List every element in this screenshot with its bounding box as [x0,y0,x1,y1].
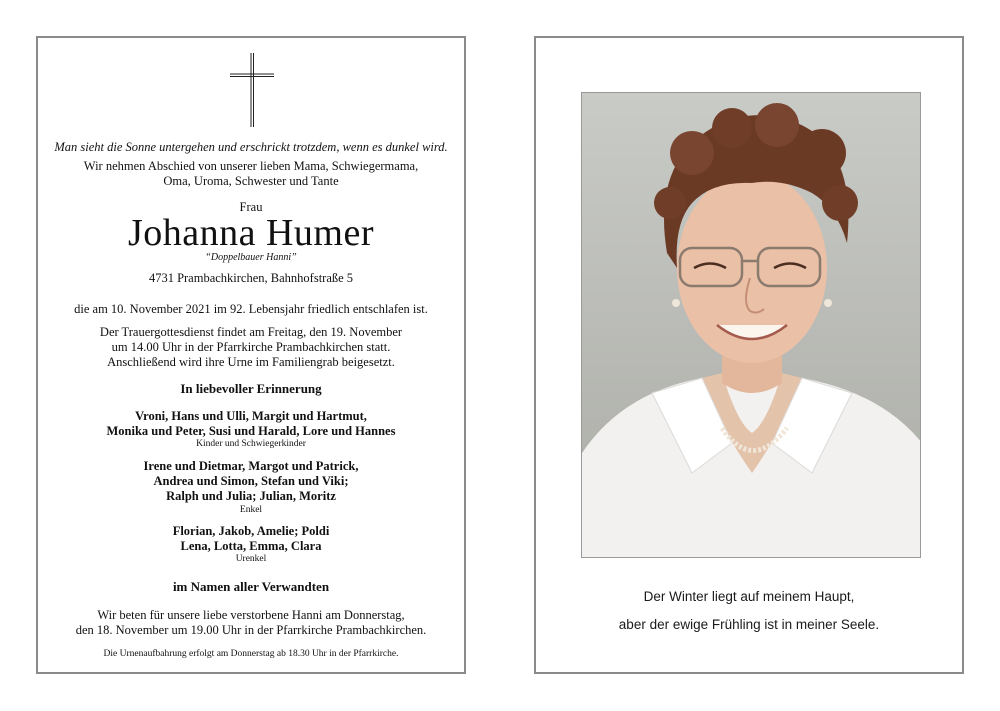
nickname: “Doppelbauer Hanni” [205,252,297,263]
address: 4731 Prambachkirchen, Bahnhofstraße 5 [148,271,354,285]
funeral-service-text: Der Trauergottesdienst findet am Freitag, den 19. November um 14.00 Uhr in der Pfarrkirche Prambachkirchen statt. Anschließend wird ihre Urne im Familiengrab beigesetzt. [99,325,403,369]
portrait-illustration [582,93,921,558]
salutation: Frau [239,200,263,214]
urn-notice: Die Urnenaufbahrung erfolgt am Donnerstag ab 18.30 Uhr in der Pfarrkirche. [103,649,399,659]
children-label: Kinder und Schwiegerkinder [196,439,306,449]
memorial-quote: Der Winter liegt auf meinem Haupt, aber der ewige Frühling ist in meiner Seele. [618,589,880,632]
deceased-name: Johanna Humer [127,212,375,254]
portrait-photo [581,92,921,558]
prayer-text: Wir beten für unsere liebe verstorbene Hanni am Donnerstag, den 18. November um 19.00 Uhr in der Pfarrkirche Prambachkirchen. [75,608,427,637]
children-names: Vroni, Hans und Ulli, Margit und Hartmut, Monika und Peter, Susi und Harald, Lore und Hannes [106,409,396,438]
grandchildren-names: Irene und Dietmar, Margot und Patrick, Andrea und Simon, Stefan und Viki; Ralph und Julia; Julian, Moritz [143,459,359,503]
grandchildren-label: Enkel [239,505,263,515]
relatives-line: im Namen aller Verwandten [172,579,330,594]
portrait-card [534,36,964,674]
great-grandchildren-names: Florian, Jakob, Amelie; Poldi Lena, Lotta, Emma, Clara [172,524,330,553]
death-notice: die am 10. November 2021 im 92. Lebensjahr friedlich entschlafen ist. [74,302,428,316]
intro-text: Wir nehmen Abschied von unserer lieben Mama, Schwiegermama, Oma, Uroma, Schwester und Tante [83,159,419,188]
memory-heading: In liebevoller Erinnerung [180,381,322,396]
obituary-text-card [36,36,466,674]
great-grandchildren-label: Urenkel [235,554,267,564]
cross-icon [230,53,274,127]
motto: Man sieht die Sonne untergehen und erschrickt trotzdem, wenn es dunkel wird. [54,140,448,154]
